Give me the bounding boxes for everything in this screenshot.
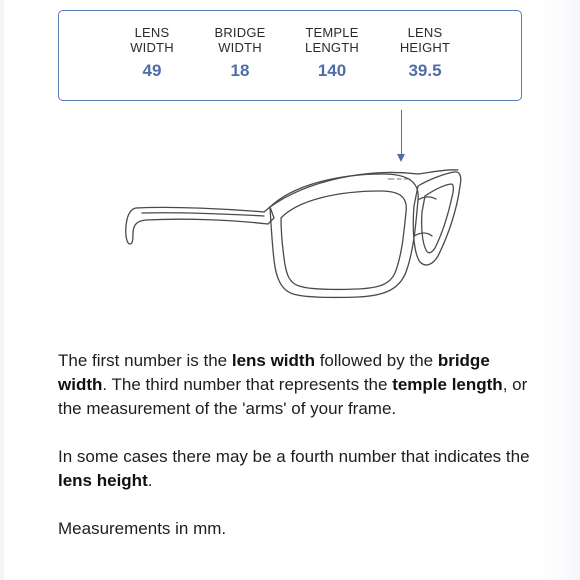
measurement-value: 140 (317, 61, 347, 80)
text: followed by the (314, 351, 438, 370)
paragraph-3 (58, 517, 538, 541)
paragraph-2 (58, 445, 538, 493)
description (58, 349, 538, 565)
eyeglasses-illustration (118, 160, 468, 305)
frame-right-lens-inner (422, 184, 454, 253)
text: . The third number that represents the (102, 375, 393, 394)
bold-bridge-width: bridge width (58, 351, 490, 394)
measurement-label: BRIDGE WIDTH (214, 25, 266, 55)
measurement-label: LENS WIDTH (130, 25, 174, 55)
down-arrow-icon (401, 110, 402, 157)
measurement-value: 18 (230, 61, 250, 80)
text: , or the measurement of the 'arms' of your frame. (58, 375, 528, 418)
text: Measurements in mm. (58, 519, 227, 538)
left-edge (0, 0, 4, 580)
temple-arm-inner (142, 213, 264, 216)
measurement-label: LENS HEIGHT (399, 25, 451, 55)
frame-left-lens-inner (281, 191, 406, 289)
measurements-box (58, 10, 522, 101)
brow-line (270, 170, 458, 207)
bridge-lower (414, 233, 432, 236)
measurement-label: TEMPLE LENGTH (305, 25, 359, 55)
measurement-value: 39.5 (408, 61, 442, 80)
right-edge (540, 0, 580, 580)
paragraph-1 (58, 349, 538, 421)
text: The first number is the (58, 351, 232, 370)
measurement-lens-height (370, 25, 480, 81)
bridge (418, 197, 436, 200)
hinge (264, 207, 274, 224)
bold-temple-length: temple length (392, 375, 503, 394)
text: . (147, 471, 153, 490)
text: In some cases there may be a fourth number that indicates the (58, 447, 530, 466)
bold-lens-height: lens height (58, 471, 148, 490)
bold-lens-width: lens width (231, 351, 315, 370)
measurement-value: 49 (142, 61, 162, 80)
